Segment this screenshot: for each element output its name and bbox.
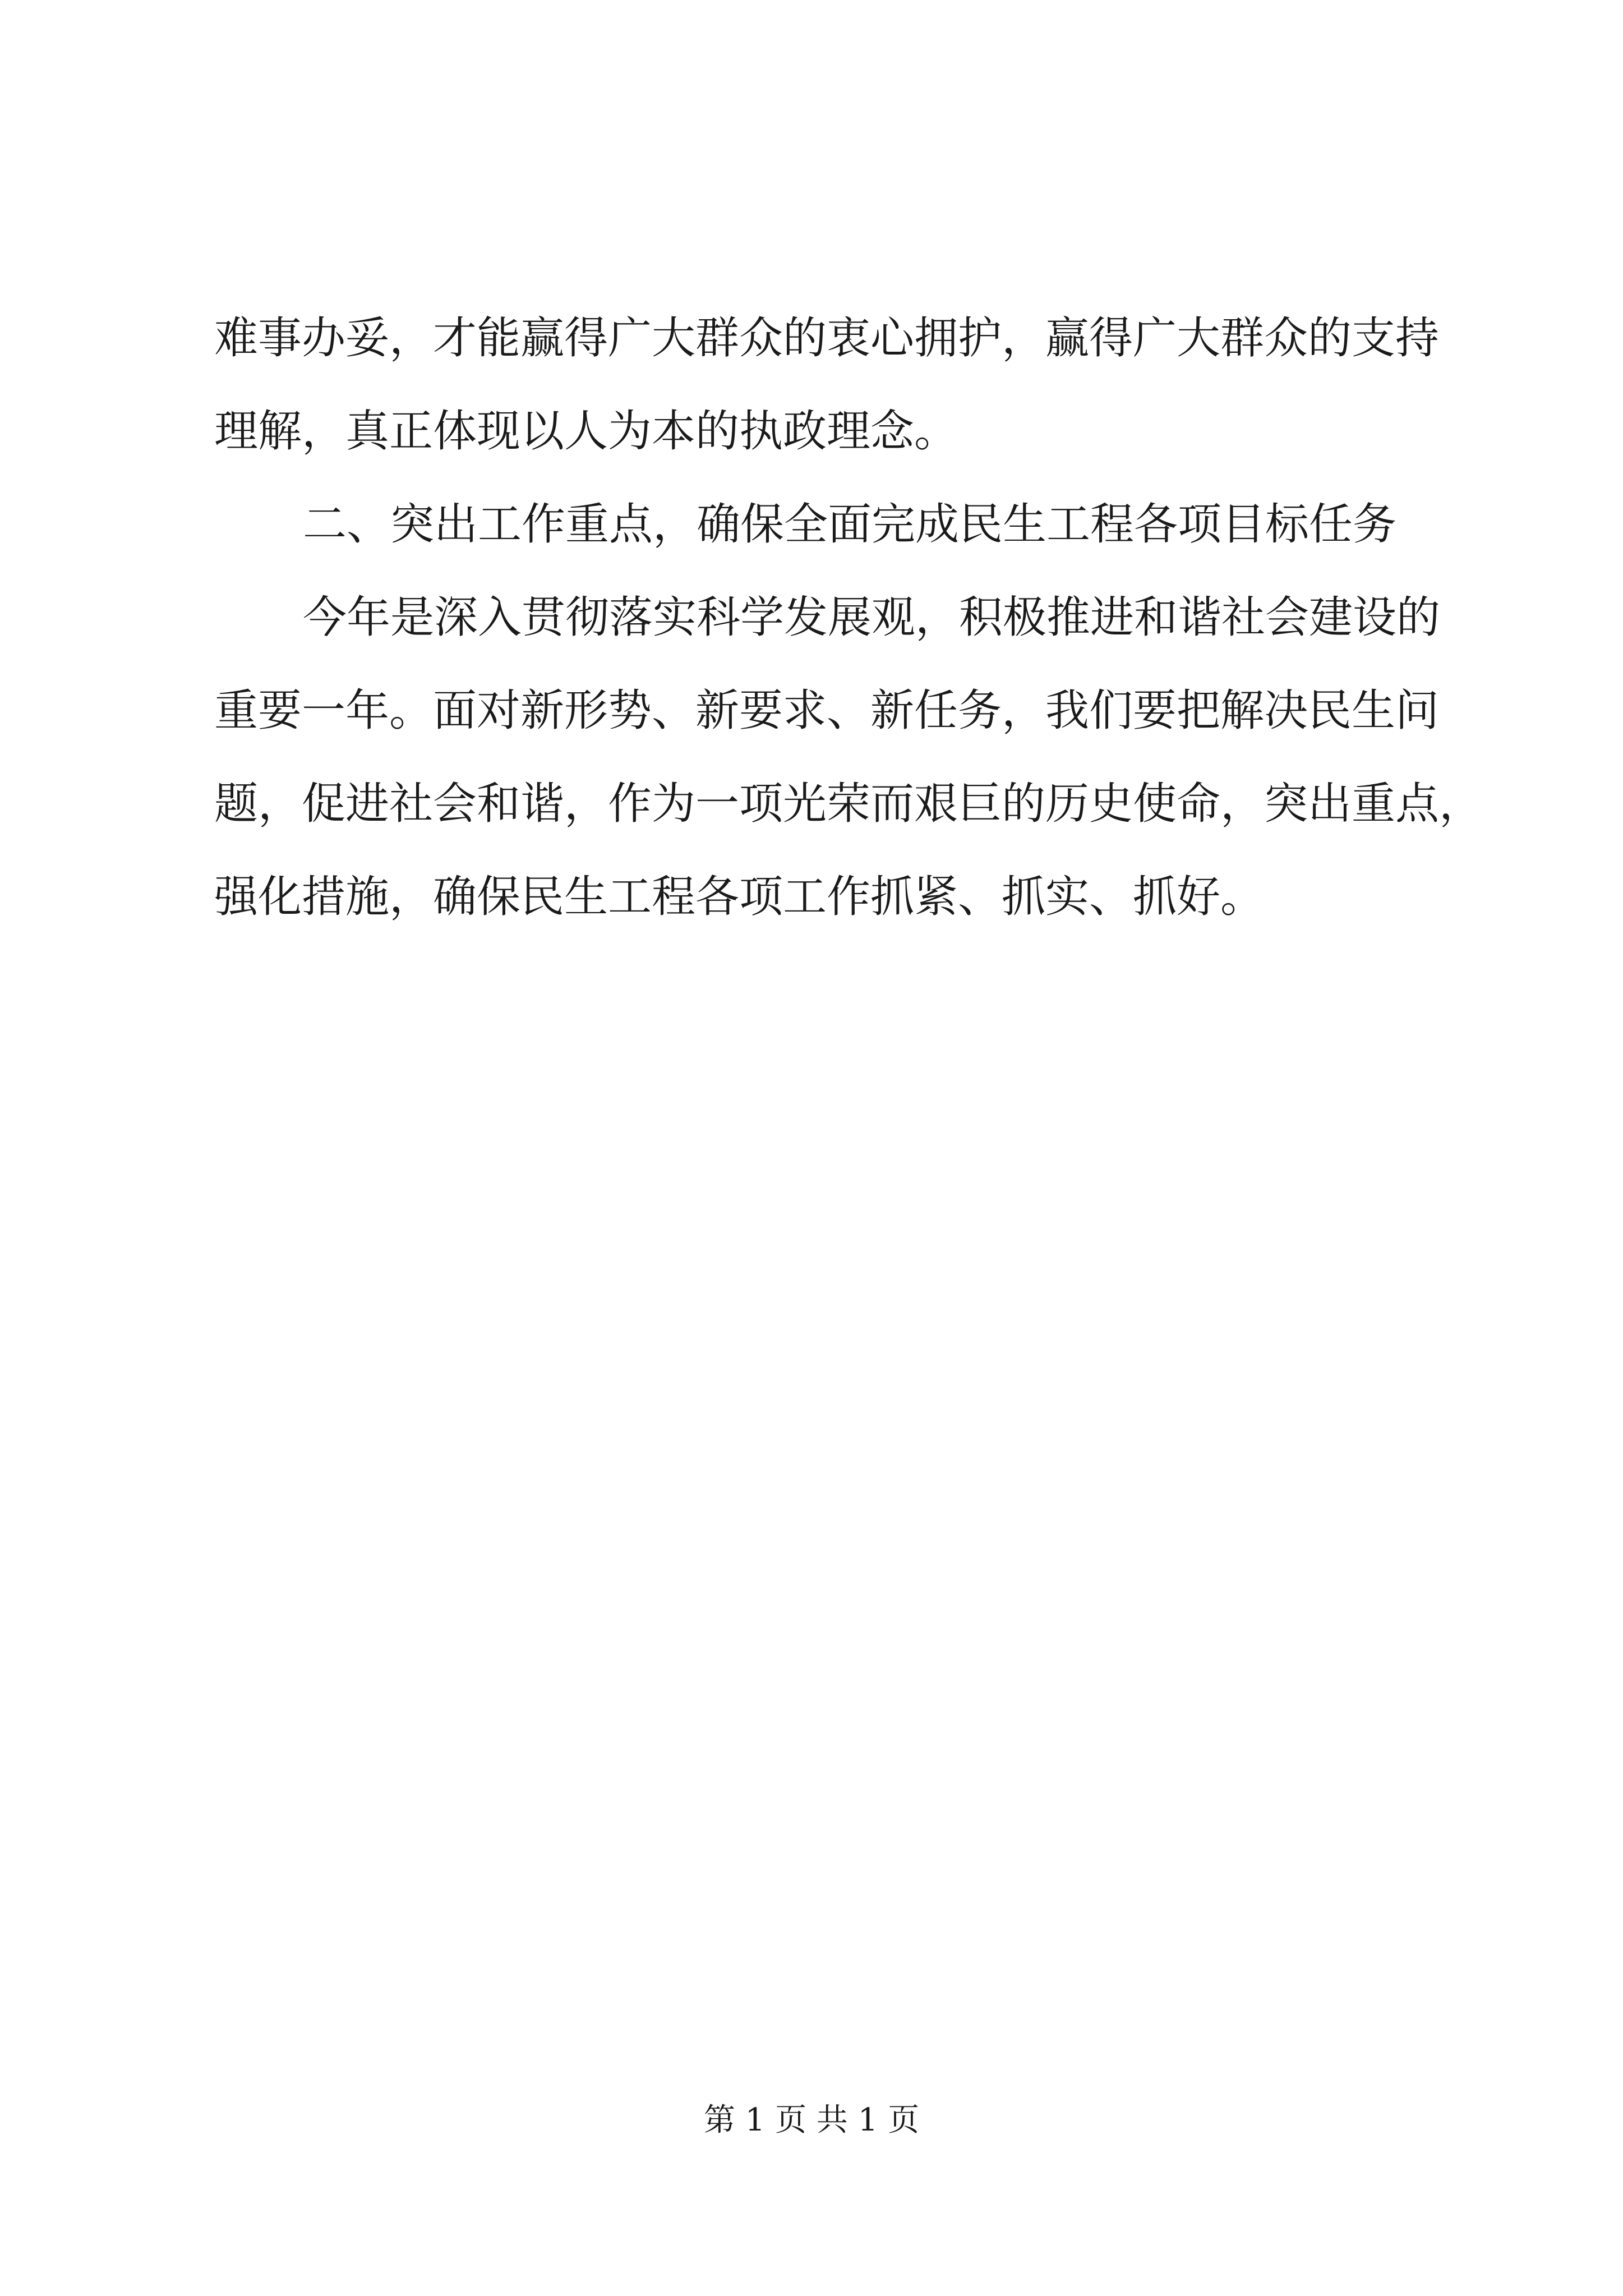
section-heading <box>214 478 1420 571</box>
paragraph <box>214 571 1483 944</box>
text-line: 理解，真正体现以人为本的执政理念。 <box>214 406 958 457</box>
text-line: 重要一年。面对新形势、新要求、新任务，我们要把解决民生问 <box>214 685 1440 736</box>
paragraph <box>214 292 1440 478</box>
text-line: 今年是深入贯彻落实科学发展观，积极推进和谐社会建设的 <box>303 592 1441 643</box>
text-line: 难事办妥，才能赢得广大群众的衷心拥护，赢得广大群众的支持 <box>214 313 1440 364</box>
heading-line: 二、突出工作重点，确保全面完成民生工程各项目标任务 <box>303 499 1397 550</box>
text-line: 强化措施，确保民生工程各项工作抓紧、抓实、抓好。 <box>214 872 1265 922</box>
document-body <box>214 292 1483 944</box>
text-line: 题，促进社会和谐，作为一项光荣而艰巨的历史使命，突出重点， <box>214 779 1483 829</box>
page-number-footer: 第 1 页 共 1 页 <box>703 2102 920 2138</box>
